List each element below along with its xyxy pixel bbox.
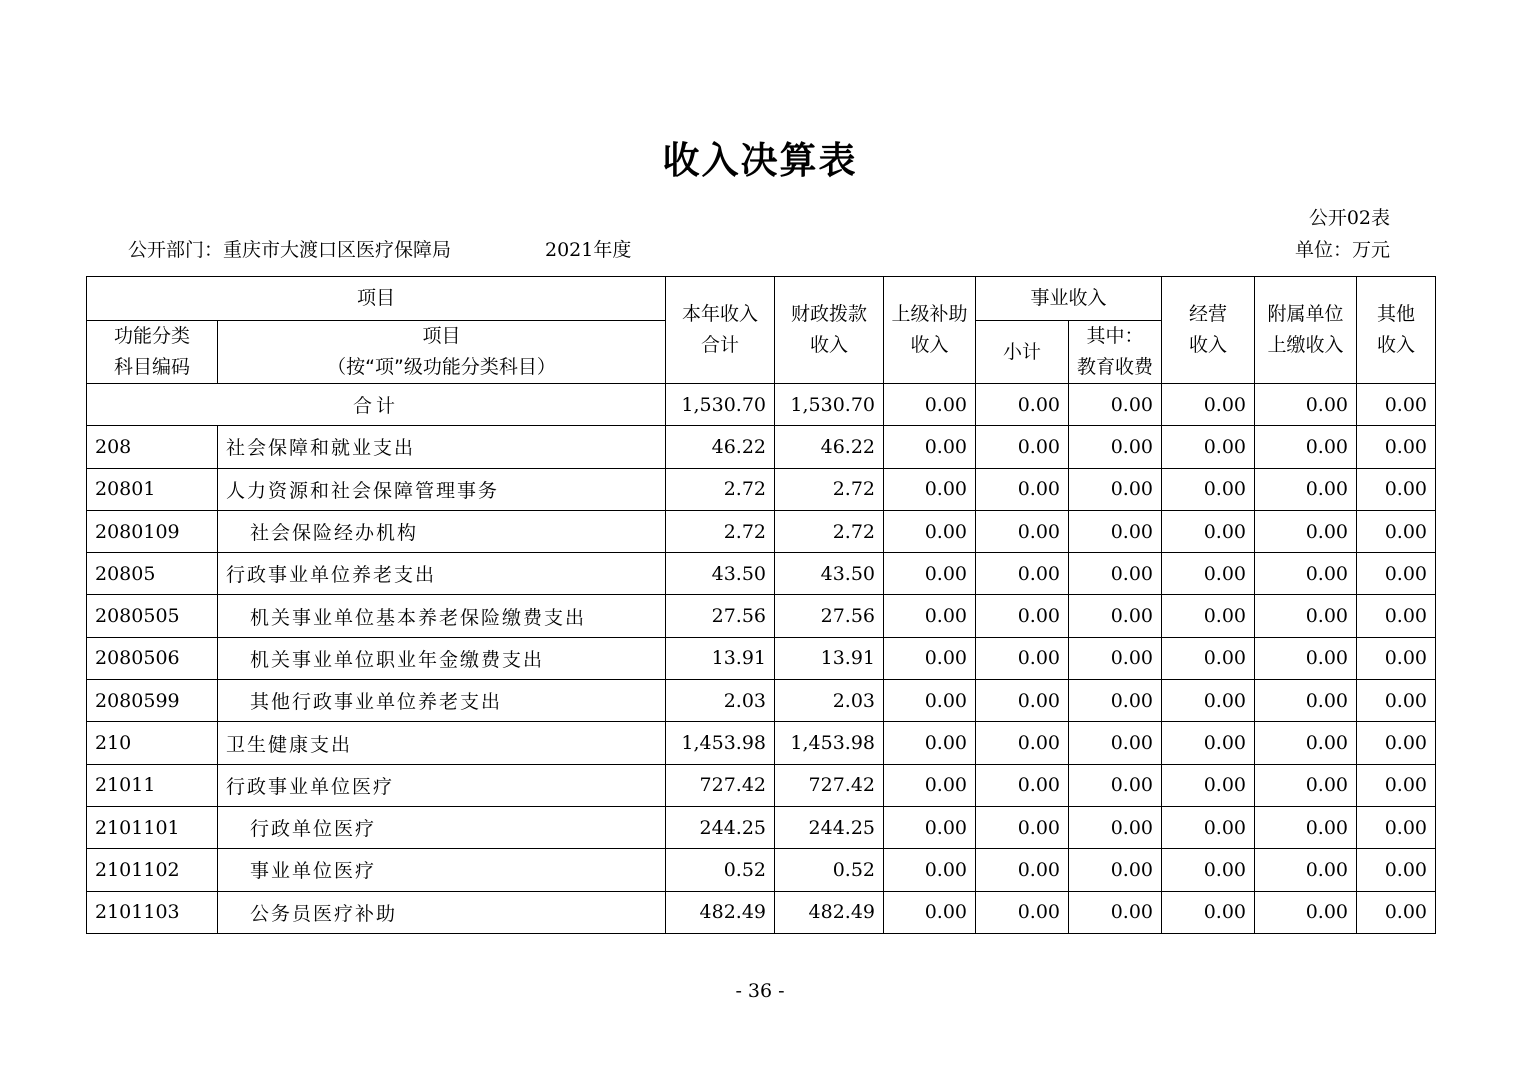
row-value: 0.00 (1255, 637, 1357, 679)
row-value: 13.91 (666, 637, 775, 679)
row-value: 0.00 (1162, 595, 1255, 637)
row-value: 2.72 (666, 510, 775, 552)
row-value: 0.00 (976, 891, 1069, 933)
header-total-income (666, 277, 775, 384)
total-cell: 1,530.70 (775, 384, 884, 426)
header-superior-subsidy-label: 上级补助 收入 (891, 303, 968, 356)
row-name: 事业单位医疗 (218, 849, 666, 891)
table-row (87, 553, 1436, 595)
row-value: 0.00 (1357, 553, 1436, 595)
row-value: 0.00 (1357, 680, 1436, 722)
row-value: 0.00 (1162, 510, 1255, 552)
row-value: 1,453.98 (666, 722, 775, 764)
row-value: 2.72 (666, 468, 775, 510)
header-other-label: 其他 收入 (1377, 303, 1416, 356)
form-number: 公开02表 (1308, 207, 1390, 229)
header-operating (1162, 277, 1255, 384)
row-value: 244.25 (775, 806, 884, 848)
row-code: 2080109 (87, 510, 218, 552)
row-value: 13.91 (775, 637, 884, 679)
row-value: 0.00 (1255, 553, 1357, 595)
row-value: 0.00 (976, 553, 1069, 595)
row-value: 0.00 (1162, 849, 1255, 891)
table-row (87, 637, 1436, 679)
table-row (87, 680, 1436, 722)
row-value: 0.00 (1357, 426, 1436, 468)
total-cell: 0.00 (1357, 384, 1436, 426)
fiscal-year-label: 2021年度 (545, 239, 632, 261)
row-code: 2101101 (87, 806, 218, 848)
row-value: 0.00 (1069, 722, 1162, 764)
department-label: 公开部门：重庆市大渡口区医疗保障局 (128, 239, 452, 261)
row-value: 0.00 (1162, 553, 1255, 595)
row-value: 0.00 (1162, 637, 1255, 679)
row-value: 0.00 (976, 637, 1069, 679)
row-value: 0.00 (1069, 595, 1162, 637)
row-code: 2080599 (87, 680, 218, 722)
row-value: 2.72 (775, 510, 884, 552)
header-code-col (87, 321, 218, 384)
total-label: 合计 (87, 384, 666, 426)
row-name: 行政事业单位医疗 (218, 764, 666, 806)
header-operating-label: 经营 收入 (1189, 303, 1228, 356)
row-value: 0.00 (1069, 891, 1162, 933)
row-value: 0.00 (976, 680, 1069, 722)
header-affiliated-label: 附属单位 上缴收入 (1267, 303, 1344, 356)
row-code: 2101103 (87, 891, 218, 933)
row-value: 46.22 (775, 426, 884, 468)
total-cell: 0.00 (884, 384, 976, 426)
row-value: 0.00 (1255, 426, 1357, 468)
row-name: 机关事业单位基本养老保险缴费支出 (218, 595, 666, 637)
header-education-fee-label: 其中： 教育收费 (1077, 325, 1154, 378)
page-title: 收入决算表 (662, 139, 858, 182)
row-value: 0.00 (884, 806, 976, 848)
row-value: 1,453.98 (775, 722, 884, 764)
row-value: 43.50 (775, 553, 884, 595)
header-item-group: 项目 (87, 277, 666, 321)
row-code: 2080505 (87, 595, 218, 637)
row-value: 0.00 (1162, 764, 1255, 806)
row-value: 0.00 (884, 553, 976, 595)
row-value: 0.00 (1162, 891, 1255, 933)
row-value: 0.00 (1069, 426, 1162, 468)
row-value: 0.00 (884, 426, 976, 468)
row-value: 0.00 (1357, 468, 1436, 510)
header-superior-subsidy (884, 277, 976, 384)
row-value: 0.00 (1357, 764, 1436, 806)
row-value: 0.00 (1255, 680, 1357, 722)
header-business-subtotal: 小计 (976, 321, 1069, 384)
row-value: 43.50 (666, 553, 775, 595)
row-value: 0.00 (1162, 806, 1255, 848)
unit-label: 单位：万元 (1294, 239, 1390, 261)
row-value: 0.00 (1069, 849, 1162, 891)
row-value: 0.00 (1162, 426, 1255, 468)
row-value: 0.00 (976, 468, 1069, 510)
row-name: 其他行政事业单位养老支出 (218, 680, 666, 722)
total-cell: 1,530.70 (666, 384, 775, 426)
row-value: 2.03 (666, 680, 775, 722)
row-value: 0.00 (884, 849, 976, 891)
row-name: 机关事业单位职业年金缴费支出 (218, 637, 666, 679)
row-code: 20805 (87, 553, 218, 595)
header-fiscal-label: 财政拨款 收入 (791, 303, 868, 356)
row-value: 46.22 (666, 426, 775, 468)
row-value: 0.00 (884, 891, 976, 933)
table-row (87, 849, 1436, 891)
row-value: 0.00 (1357, 806, 1436, 848)
row-value: 27.56 (775, 595, 884, 637)
table-body (87, 384, 1436, 934)
row-name: 社会保障和就业支出 (218, 426, 666, 468)
header-business-group: 事业收入 (976, 277, 1162, 321)
row-name: 公务员医疗补助 (218, 891, 666, 933)
row-value: 0.00 (976, 849, 1069, 891)
row-value: 2.03 (775, 680, 884, 722)
row-value: 0.00 (1255, 764, 1357, 806)
table-row (87, 764, 1436, 806)
row-code: 21011 (87, 764, 218, 806)
row-value: 2.72 (775, 468, 884, 510)
table-row (87, 722, 1436, 764)
header-total-income-label: 本年收入 合计 (682, 303, 759, 356)
header-name-col-label: 项目 （按“项”级功能分类科目） (327, 325, 556, 378)
row-code: 20801 (87, 468, 218, 510)
header-code-col-label: 功能分类 科目编码 (113, 325, 190, 378)
row-value: 0.00 (976, 764, 1069, 806)
table-row (87, 891, 1436, 933)
header-affiliated (1255, 277, 1357, 384)
row-value: 727.42 (666, 764, 775, 806)
row-value: 0.00 (1357, 891, 1436, 933)
row-value: 0.00 (1255, 806, 1357, 848)
header-fiscal (775, 277, 884, 384)
row-value: 0.00 (976, 426, 1069, 468)
row-value: 0.00 (884, 722, 976, 764)
total-cell: 0.00 (1255, 384, 1357, 426)
row-value: 0.00 (1069, 764, 1162, 806)
row-value: 0.00 (1255, 468, 1357, 510)
row-value: 0.00 (1357, 510, 1436, 552)
row-value: 0.00 (976, 806, 1069, 848)
row-name: 卫生健康支出 (218, 722, 666, 764)
row-value: 0.00 (1069, 806, 1162, 848)
table-row (87, 510, 1436, 552)
row-name: 社会保险经办机构 (218, 510, 666, 552)
row-value: 0.00 (1255, 595, 1357, 637)
row-value: 0.00 (884, 637, 976, 679)
table-row (87, 595, 1436, 637)
row-value: 0.00 (1069, 680, 1162, 722)
row-name: 行政事业单位养老支出 (218, 553, 666, 595)
row-value: 0.00 (976, 595, 1069, 637)
row-value: 0.00 (1255, 722, 1357, 764)
income-table (86, 276, 1436, 934)
row-value: 0.52 (666, 849, 775, 891)
row-code: 2101102 (87, 849, 218, 891)
row-value: 0.52 (775, 849, 884, 891)
row-value: 0.00 (1357, 595, 1436, 637)
row-value: 0.00 (1357, 849, 1436, 891)
row-value: 0.00 (1069, 468, 1162, 510)
row-value: 0.00 (976, 722, 1069, 764)
row-value: 244.25 (666, 806, 775, 848)
row-code: 210 (87, 722, 218, 764)
table-row (87, 426, 1436, 468)
row-value: 27.56 (666, 595, 775, 637)
row-value: 482.49 (666, 891, 775, 933)
total-cell: 0.00 (976, 384, 1069, 426)
row-value: 0.00 (1255, 849, 1357, 891)
row-value: 0.00 (884, 510, 976, 552)
row-value: 0.00 (1069, 553, 1162, 595)
table-row (87, 806, 1436, 848)
total-row (87, 384, 1436, 426)
row-value: 0.00 (884, 764, 976, 806)
header-name-col (218, 321, 666, 384)
header-other (1357, 277, 1436, 384)
row-value: 727.42 (775, 764, 884, 806)
table-row (87, 468, 1436, 510)
row-value: 0.00 (1069, 510, 1162, 552)
row-value: 0.00 (976, 510, 1069, 552)
row-value: 0.00 (884, 468, 976, 510)
row-value: 0.00 (1162, 468, 1255, 510)
row-value: 0.00 (884, 595, 976, 637)
row-value: 0.00 (1069, 637, 1162, 679)
row-value: 0.00 (1255, 510, 1357, 552)
page-number: - 36 - (735, 980, 785, 1002)
row-name: 人力资源和社会保障管理事务 (218, 468, 666, 510)
row-value: 0.00 (1162, 722, 1255, 764)
row-value: 0.00 (884, 680, 976, 722)
total-cell: 0.00 (1162, 384, 1255, 426)
row-code: 2080506 (87, 637, 218, 679)
row-code: 208 (87, 426, 218, 468)
row-value: 0.00 (1357, 637, 1436, 679)
total-cell: 0.00 (1069, 384, 1162, 426)
header-education-fee (1069, 321, 1162, 384)
row-name: 行政单位医疗 (218, 806, 666, 848)
row-value: 0.00 (1357, 722, 1436, 764)
row-value: 482.49 (775, 891, 884, 933)
row-value: 0.00 (1162, 680, 1255, 722)
row-value: 0.00 (1255, 891, 1357, 933)
